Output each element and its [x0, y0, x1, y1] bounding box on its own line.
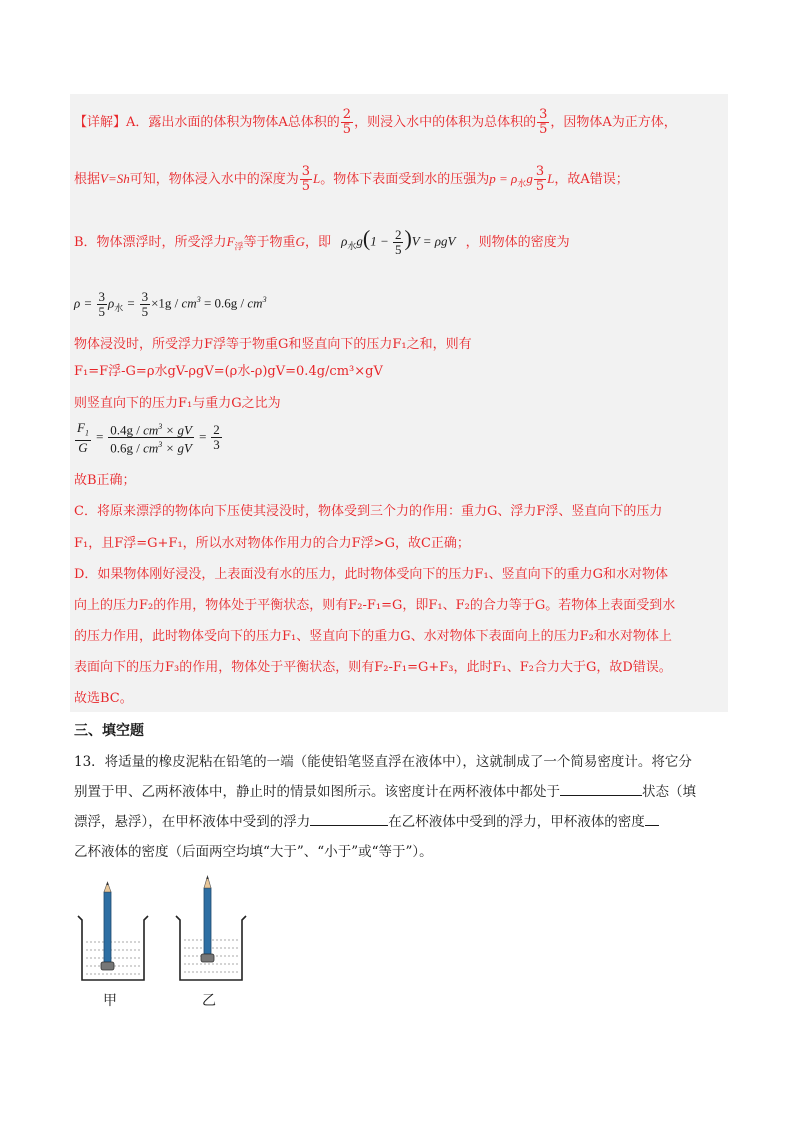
- density-equation: ρ = $\frac{3}{5}$ $\rho_水$ = $\frac{3}{5}$ $\times 1g / cm^3 = 0.6g / cm^3$: [74, 289, 267, 319]
- beaker-right: [176, 876, 246, 980]
- label-yi: 乙: [202, 993, 216, 1009]
- solution-line-2: 根据V=Sh可知，物体浸入水中的深度为 $\frac{3}{5}$ L。物体下表面受到水的压强为$p = \rho_水g$ $\frac{3}{5}$ L，故A错误；: [74, 164, 629, 194]
- beakers-illustration: [70, 870, 270, 1010]
- solution-d-line-3: 的压力作用，此时物体受向下的压力F₁、竖直向下的重力G、水对物体下表面向上的压力F₂和水对物体上: [74, 629, 672, 644]
- ratio-equation: $\frac{F_1}{G}$ = $\frac{0.4g / cm^3 \times gV}{0.6g / cm^3 \times gV}$ = $\frac{2}{3}$: [77, 419, 220, 456]
- submerged-text: 物体浸没时，所受浮力F浮等于物重G和竖直向下的压力F₁之和，则有: [74, 337, 472, 352]
- question-line-1: 13．将适量的橡皮泥粘在铅笔的一端（能使铅笔竖直浮在液体中），这就制成了一个简易密度计。将它分: [74, 754, 692, 770]
- beaker-left: [78, 882, 148, 980]
- solution-line-b: B．物体漂浮时，所受浮力$F_浮$等于物重G，即 $\rho_水g(1$ − $\frac{2}{5}$ )V = ρgV ，则物体的密度为: [74, 225, 570, 257]
- solution-c-line-1: C．将原来漂浮的物体向下压使其浸没时，物体受到三个力的作用：重力G、浮力F浮、竖直向下的压力: [74, 504, 663, 519]
- solution-tag: 【详解】: [74, 115, 127, 130]
- section-title: 三、填空题: [74, 723, 144, 739]
- ratio-intro: 则竖直向下的压力F₁与重力G之比为: [74, 396, 281, 411]
- blank-2[interactable]: [310, 825, 388, 826]
- float-equation: $\rho_水g(1$ − $\frac{2}{5}$ )V = ρgV: [341, 225, 456, 257]
- question-line-4: 乙杯液体的密度（后面两空均填“大于”、“小于”或“等于”）。: [74, 844, 433, 860]
- solution-line-1: 【详解】A．露出水面的体积为物体A总体积的 $\frac{2}{5}$ ，则浸入水中的体积为总体积的 $\frac{3}{5}$ ，因物体A为正方体，: [74, 107, 677, 137]
- blank-1[interactable]: [560, 795, 642, 796]
- formula-v-sh: V=Sh: [100, 171, 130, 186]
- question-line-3: 漂浮，悬浮），在甲杯液体中受到的浮力 在乙杯液体中受到的浮力，甲杯液体的密度: [74, 810, 659, 830]
- f1-equation: F₁=F浮-G=ρ水gV-ρgV=(ρ水-ρ)gV=0.4g/cm³×gV: [74, 364, 383, 379]
- beaker-figure: [70, 870, 270, 1010]
- fraction-three-fifths: $\frac{3}{5}$: [539, 107, 548, 137]
- depth-fraction: $\frac{3}{5}$: [301, 164, 311, 194]
- solution-d-line-1: D．如果物体刚好浸没，上表面没有水的压力，此时物体受向下的压力F₁、竖直向下的重力G和水对物体: [74, 567, 669, 582]
- solution-d-line-4: 表面向下的压力F₃的作用，物体处于平衡状态，则有F₂-F₁=G+F₃，此时F₁、F₂合力大于G，故D错误。: [74, 660, 672, 675]
- question-line-2: 别置于甲、乙两杯液体中，静止时的情景如图所示。该密度计在两杯液体中都处于 状态（填: [74, 784, 696, 800]
- blank-3[interactable]: [645, 825, 659, 826]
- solution-d-line-2: 向上的压力F₂的作用，物体处于平衡状态，则有F₂-F₁=G，即F₁、F₂的合力等于G。若物体上表面受到水: [74, 598, 676, 613]
- b-conclusion: 故B正确；: [74, 473, 136, 488]
- answer-line: 故选BC。: [74, 691, 133, 706]
- pressure-formula: $p = \rho_水g$: [489, 171, 533, 189]
- solution-c-line-2: F₁，且F浮=G+F₁，所以水对物体作用力的合力F浮>G，故C正确；: [74, 536, 470, 551]
- fraction-two-fifths: $\frac{2}{5}$: [342, 107, 352, 137]
- label-jia: 甲: [103, 993, 117, 1009]
